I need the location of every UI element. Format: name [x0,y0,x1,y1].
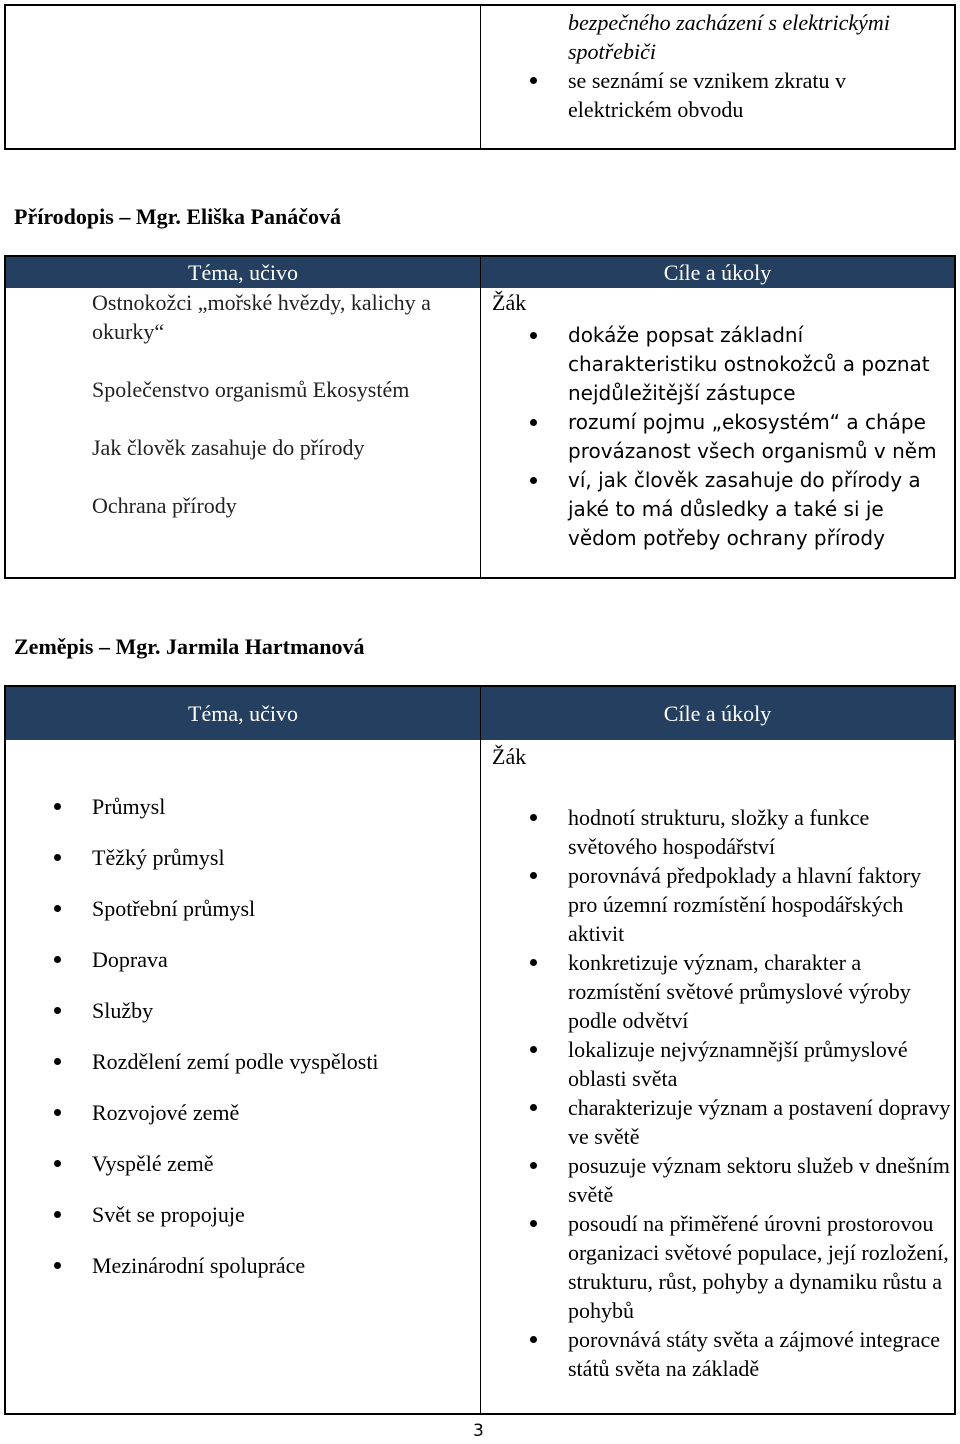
biology-table [4,255,956,579]
goal-item: posuzuje význam sektoru služeb v dnešním světě [482,1151,952,1209]
biology-topics [92,288,472,520]
topic-item: Těžký průmysl [6,843,476,872]
topic-item: Služby [6,996,476,1025]
goal-item: posoudí na přiměřené úrovni prostorovou organizaci světové populace, její rozložení, strukturu, růst, pohyby a dynamiku růstu a pohybů [482,1209,952,1325]
topic-item: Rozdělení zemí podle vyspělosti [6,1047,476,1076]
student-label: Žák [492,744,527,769]
topic-item: Ostnokožci „mořské hvězdy, kalichy a okurky“ [92,290,431,344]
goal-item: konkretizuje význam, charakter a rozmístění světové průmyslové výroby podle odvětví [482,948,952,1035]
top-goals [482,8,952,124]
header-goals: Cíle a úkoly [481,257,954,288]
goal-item: ví, jak člověk zasahuje do přírody a jaké to má důsledky a také si je vědom potřeby ochrany přírody [482,466,952,553]
section-title-geography: Zeměpis – Mgr. Jarmila Hartmanová [14,634,365,659]
topic-item: Ochrana přírody [92,493,237,518]
header-topic: Téma, učivo [6,257,480,288]
goal-item: charakterizuje význam a postavení dopravy ve světě [482,1093,952,1151]
student-label: Žák [492,290,527,315]
header-goals: Cíle a úkoly [481,687,954,740]
topic-item: Rozvojové země [6,1098,476,1127]
geography-table [4,685,956,1415]
goal-item: porovnává předpoklady a hlavní faktory pro územní rozmístění hospodářských aktivit [482,861,952,948]
header-topic: Téma, učivo [6,687,480,740]
topic-item: Mezinárodní spolupráce [6,1251,476,1280]
geography-goals [482,740,952,1383]
topic-item: Spotřební průmysl [6,894,476,923]
topic-item: Vyspělé země [6,1149,476,1178]
topic-item: Jak člověk zasahuje do přírody [92,435,365,460]
goal-item: rozumí pojmu „ekosystém“ a chápe provázanost všech organismů v něm [482,408,952,466]
topic-item: Svět se propojuje [6,1200,476,1229]
page-number: 3 [473,1421,484,1441]
goal-item: lokalizuje nejvýznamnější průmyslové oblasti světa [482,1035,952,1093]
biology-goals [482,288,952,553]
top-goal-item: se seznámí se vznikem zkratu v elektrickém obvodu [482,66,952,124]
goal-item: dokáže popsat základní charakteristiku ostnokožců a poznat nejdůležitější zástupce [482,321,952,408]
topic-item: Průmysl [6,792,476,821]
section-title-biology: Přírodopis – Mgr. Eliška Panáčová [14,204,341,229]
goal-item: porovnává státy světa a zájmové integrace států světa na základě [482,1325,952,1383]
top-goal-continued: bezpečného zacházení s elektrickými spotřebiči [568,10,890,64]
topic-item: Společenstvo organismů Ekosystém [92,377,410,402]
topic-item: Doprava [6,945,476,974]
geography-topics [6,792,476,1302]
goal-item: hodnotí strukturu, složky a funkce světového hospodářství [482,803,952,861]
top-table [4,4,956,150]
